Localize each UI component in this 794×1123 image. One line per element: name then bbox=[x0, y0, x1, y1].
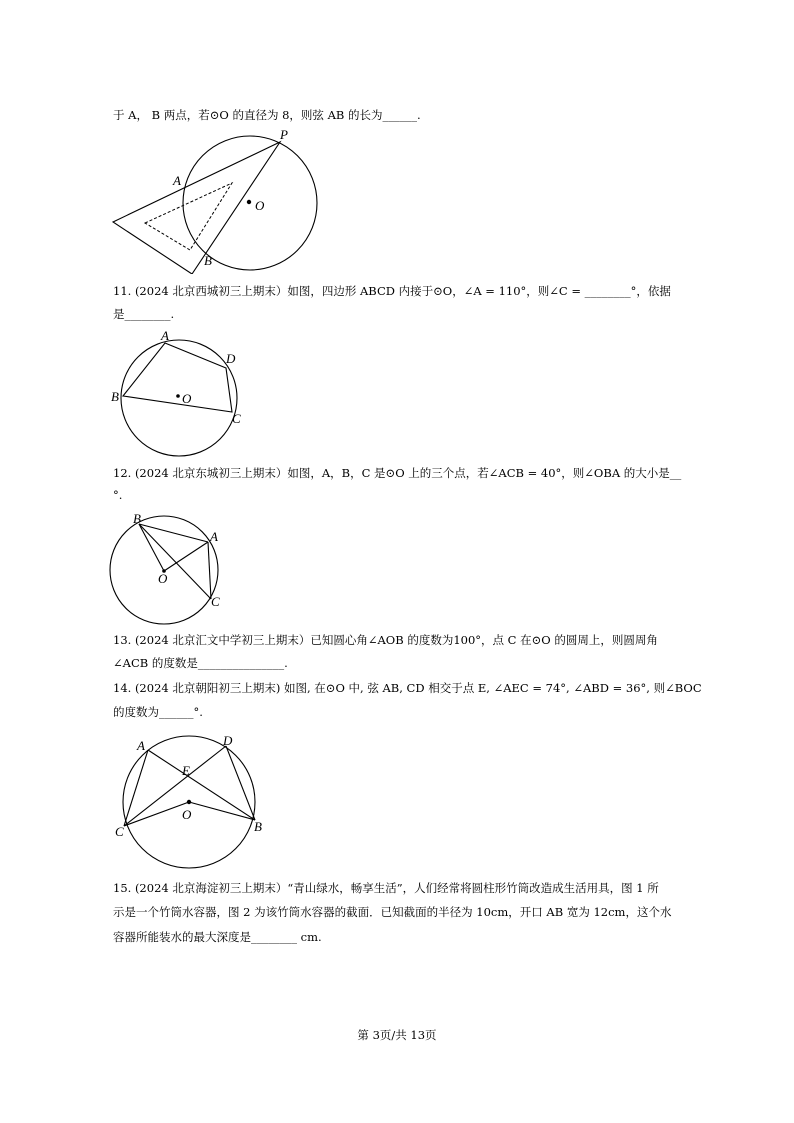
label-b: B bbox=[204, 253, 212, 268]
chord-ab bbox=[148, 750, 255, 820]
figure-q12 bbox=[108, 510, 228, 630]
label-p: P bbox=[280, 127, 288, 142]
label-a: A bbox=[161, 328, 169, 343]
segment-ob bbox=[139, 524, 164, 571]
segment-ac bbox=[208, 542, 211, 599]
triangle-ruler-inner bbox=[145, 183, 232, 250]
label-b: B bbox=[133, 511, 141, 526]
q15-line1: 15. (2024 北京海淀初三上期末）“青山绿水，畅享生活”，人们经常将圆柱形竹筒改造成生活用具，图 1 所 bbox=[113, 881, 659, 895]
q13-line1: 13. (2024 北京汇文中学初三上期末）已知圆心角∠AOB 的度数为100°，点 C 在⊙O 的圆周上，则圆周角 bbox=[113, 633, 658, 647]
figure-q10 bbox=[108, 126, 328, 274]
label-c: C bbox=[211, 594, 220, 609]
q10-text: 于 A， B 两点，若⊙O 的直径为 8，则弦 AB 的长为______. bbox=[113, 108, 421, 122]
q14-line1: 14. (2024 北京朝阳初三上期末) 如图, 在⊙O 中, 弦 AB, CD 相交于点 E, ∠AEC = 74°, ∠ABD = 36°, 则∠BOC bbox=[113, 681, 702, 695]
q12-line2: °. bbox=[113, 488, 123, 502]
label-a: A bbox=[173, 173, 181, 188]
label-o: O bbox=[182, 391, 192, 406]
q11-line1: 11. (2024 北京西城初三上期末）如图，四边形 ABCD 内接于⊙O，∠A = 110°，则∠C = ________°，依据 bbox=[113, 284, 671, 298]
label-o: O bbox=[255, 198, 265, 213]
label-d: D bbox=[226, 351, 236, 366]
figure-q14 bbox=[108, 730, 268, 870]
q11-line2: 是________. bbox=[113, 307, 175, 321]
q13-line2: ∠ACB 的度数是_______________. bbox=[113, 656, 288, 670]
label-b: B bbox=[111, 389, 119, 404]
q15-line2: 示是一个竹筒水容器，图 2 为该竹筒水容器的截面．已知截面的半径为 10cm，开口 AB 宽为 12cm，这个水 bbox=[113, 905, 672, 919]
segment-oc bbox=[124, 802, 189, 826]
label-o: O bbox=[158, 571, 168, 586]
label-a: A bbox=[210, 529, 218, 544]
label-o: O bbox=[182, 807, 192, 822]
label-a: A bbox=[137, 738, 145, 753]
label-c: C bbox=[115, 824, 124, 839]
q15-line3: 容器所能装水的最大深度是________ cm. bbox=[113, 930, 322, 944]
label-e: E bbox=[182, 763, 190, 778]
label-b: B bbox=[254, 819, 262, 834]
q14-line2: 的度数为______°. bbox=[113, 705, 203, 719]
q12-line1: 12. (2024 北京东城初三上期末）如图，A，B，C 是⊙O 上的三个点，若∠ACB = 40°，则∠OBA 的大小是__ bbox=[113, 466, 682, 480]
segment-db bbox=[226, 746, 255, 820]
segment-ba bbox=[139, 524, 208, 542]
page-number: 第 3页/共 13页 bbox=[357, 1028, 437, 1042]
center-point bbox=[247, 200, 251, 204]
label-c: C bbox=[232, 411, 241, 426]
figure-q11 bbox=[108, 328, 258, 458]
segment-ac bbox=[124, 750, 148, 826]
center-point bbox=[187, 800, 191, 804]
segment-bc bbox=[139, 524, 211, 599]
segment-ob bbox=[189, 802, 255, 820]
label-d: D bbox=[223, 733, 233, 748]
center-point bbox=[176, 394, 180, 398]
